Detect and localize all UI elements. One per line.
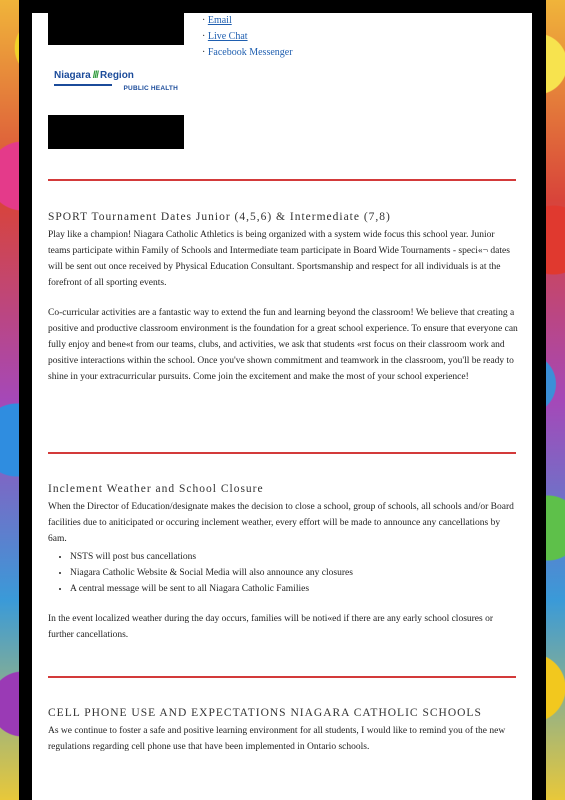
contact-item-live-chat: · Live Chat <box>202 31 248 42</box>
contact-item-facebook: · Facebook Messenger <box>202 47 293 58</box>
contact-item-email: · Email <box>202 15 232 26</box>
section-paragraph: Play like a champion! Niagara Catholic Athletics is being organized with a system wide focus this school year. Junior teams participate within Family of Schools and Intermediate team participate in Board Wide Tournaments - speci«¬ dates will be sent out once received by Physical Education Consultant. Sportsmanship and respect for all individuals is at the forefront of all sporting events. <box>48 230 510 288</box>
section-paragraph: When the Director of Education/designate makes the decision to close a school, group of schools, all schools and/or Board facilities due to aniticipated or occuring inclement weather, every effort will be made to announce any cancellations by 6am. <box>48 502 514 544</box>
section-title: Inclement Weather and School Closure <box>48 483 264 495</box>
section-sport-tournament <box>48 211 518 399</box>
section-title: CELL PHONE USE AND EXPECTATIONS NIAGARA CATHOLIC SCHOOLS <box>48 707 482 719</box>
email-link[interactable]: Email <box>207 15 232 26</box>
redacted-block-bottom <box>48 115 184 149</box>
live-chat-link[interactable]: Live Chat <box>207 31 248 42</box>
niagara-region-logo: Niagara /// Region PUBLIC HEALTH <box>54 70 178 92</box>
section-paragraph: In the event localized weather during the day occurs, families will be noti«ed if there are any early school closures or further cancellations. <box>48 614 494 640</box>
list-item: • Niagara Catholic Website & Social Media will also announce any closures <box>70 565 518 581</box>
section-inclement-weather <box>48 483 518 657</box>
section-title: SPORT Tournament Dates Junior (4,5,6) & Intermediate (7,8) <box>48 211 391 223</box>
section-divider <box>48 676 516 678</box>
newsletter-panel <box>32 13 532 800</box>
list-item: • NSTS will post bus cancellations <box>70 549 518 565</box>
bullet-list <box>48 549 518 597</box>
contact-links <box>202 13 293 61</box>
section-paragraph: As we continue to foster a safe and positive learning environment for all students, I would like to remind you of the new regulations regarding cell phone use that have been implemented in Ontario schools. <box>48 726 506 752</box>
section-divider <box>48 179 516 181</box>
section-cell-phone-use <box>48 707 518 769</box>
list-item: • A central message will be sent to all Niagara Catholic Families <box>70 581 518 597</box>
facebook-messenger-text: Facebook Messenger <box>207 47 293 58</box>
section-paragraph: Co-curricular activities are a fantastic way to extend the fun and learning beyond the classroom! We believe that creating a positive and productive classroom environment is the foundation for a great school experience. To ensure that everyone can fully enjoy and bene«t from our teams, clubs, and activities, we ask that students «rst focus on their classroom work and positive interactions within the school. Once you've shown commitment and teamwork in the classroom, you'll be ready to shine in your extracurricular pursuits. Come join the excitement and make the most of your school experience! <box>48 308 518 382</box>
section-divider <box>48 452 516 454</box>
redacted-block-top <box>48 13 184 45</box>
